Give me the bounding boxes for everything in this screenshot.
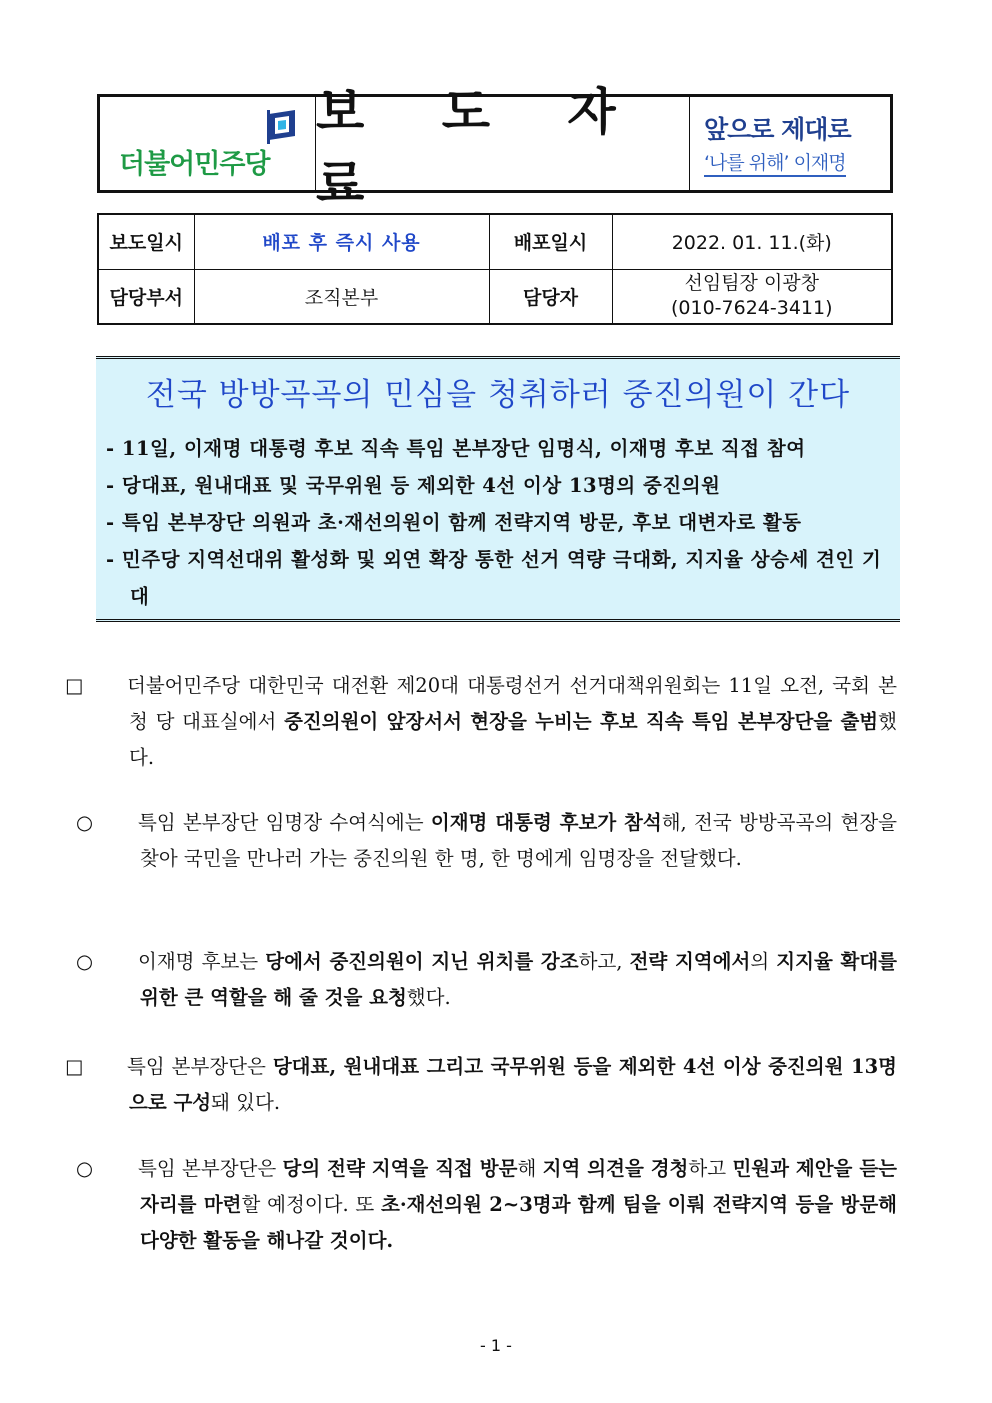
- slogan-sub: ‘나를 위해’ 이재명: [704, 148, 846, 177]
- page-number: - 1 -: [480, 1336, 512, 1355]
- party-flag-icon: [267, 110, 299, 144]
- body-paragraph-5: [76, 1151, 897, 1259]
- paragraph-text: 할 예정이다. 또: [241, 1193, 381, 1216]
- paragraph-emphasis: 당대표, 원내대표 그리고 국무위원 등을 제외한 4선 이상 중진의원 13명으로 구성: [129, 1055, 897, 1114]
- body-paragraph-4: [65, 1049, 897, 1121]
- paragraph-text: 하고: [688, 1157, 733, 1180]
- list-item: - 민주당 지역선대위 활성화 및 외연 확장 통한 선거 역량 극대화, 지지율 상승세 견인 기대: [106, 541, 900, 615]
- department-value: 조직본부: [194, 269, 489, 324]
- party-logo: [99, 96, 316, 191]
- body-paragraph-2: [76, 805, 897, 877]
- press-release-header: [97, 82, 893, 213]
- paragraph-emphasis: 당의 전략 지역을 직접 방문: [282, 1157, 518, 1180]
- paragraph-text: 특임 본부장단은: [127, 1055, 273, 1078]
- paragraph-emphasis: 초·재선의원 2~3명과 함께 팀을 이뤄 전략지역 등을 방문해 다양한 활동을 해나갈 것이다.: [140, 1193, 897, 1252]
- paragraph-emphasis: 이재명 대통령 후보가 참석: [430, 811, 662, 834]
- table-row: [98, 214, 892, 269]
- release-date-label: 보도일시: [98, 214, 194, 269]
- distribution-date-value: 2022. 01. 11.(화): [612, 214, 892, 269]
- contact-phone: (010-7624-3411): [670, 297, 833, 320]
- release-date-value: 배포 후 즉시 사용: [194, 214, 489, 269]
- body-paragraph-3: [76, 944, 898, 1016]
- paragraph-text: 더불어민주당 대한민국 대전환 제20대 대통령선거 선거대책위원회는 11일 오전, 국회 본청 당 대표실에서: [127, 674, 897, 733]
- table-row: [98, 269, 892, 324]
- circle-bullet-icon: ○: [76, 811, 94, 834]
- paragraph-emphasis: 지역 의견을 경청: [542, 1157, 689, 1180]
- paragraph-text: 의: [750, 950, 777, 973]
- square-bullet-icon: □: [65, 674, 84, 697]
- paragraph-text: 이재명 후보는: [138, 950, 266, 973]
- paragraph-text: 해: [517, 1157, 543, 1180]
- paragraph-emphasis: 중진의원이 앞장서서 현장을 누비는 후보 직속 특임 본부장단을 출범: [284, 710, 879, 733]
- paragraph-text: 해, 전국 방방곡곡의 현장을 찾아 국민을 만나러 가는 중진의원 한 명, 한 명에게 임명장을 전달했다.: [140, 811, 897, 870]
- list-item: - 당대표, 원내대표 및 국무위원 등 제외한 4선 이상 13명의 중진의원: [106, 467, 900, 504]
- document-title-cell: [316, 82, 690, 213]
- list-item: - 특임 본부장단 의원과 초·재선의원이 함께 전략지역 방문, 후보 대변자로 활동: [106, 504, 900, 541]
- paragraph-emphasis: 지지율 확대를 위한 큰 역할을 해 줄 것을 요청: [140, 950, 898, 1009]
- paragraph-emphasis: 전략 지역에서: [629, 950, 751, 973]
- circle-bullet-icon: ○: [76, 1157, 94, 1180]
- party-name: 더불어민주당: [119, 149, 270, 180]
- square-bullet-icon: □: [65, 1055, 84, 1078]
- contact-name: 선임팀장 이광창: [684, 272, 820, 295]
- circle-bullet-icon: ○: [76, 950, 94, 973]
- headline-box: [96, 356, 900, 622]
- contact-value: [612, 269, 892, 324]
- paragraph-text: 했다.: [129, 710, 897, 769]
- paragraph-text: 특임 본부장단은: [138, 1157, 283, 1180]
- distribution-date-label: 배포일시: [489, 214, 612, 269]
- release-info-table: [97, 213, 893, 325]
- paragraph-emphasis: 민원과 제안을 듣는 자리를 마련: [140, 1157, 897, 1216]
- headline: 전국 방방곡곡의 민심을 청취하러 중진의원이 간다: [145, 377, 851, 413]
- paragraph-text: 돼 있다.: [211, 1091, 281, 1114]
- contact-label: 담당자: [489, 269, 612, 324]
- list-item: - 11일, 이재명 대통령 후보 직속 특임 본부장단 임명식, 이재명 후보 직접 참여: [106, 430, 900, 467]
- department-label: 담당부서: [98, 269, 194, 324]
- campaign-slogan: [690, 96, 891, 191]
- subpoint-list: [106, 430, 900, 615]
- slogan-main: 앞으로 제대로: [704, 115, 851, 144]
- paragraph-text: 하고,: [578, 950, 630, 973]
- paragraph-text: 특임 본부장단 임명장 수여식에는: [138, 811, 431, 834]
- body-paragraph-1: [65, 668, 897, 776]
- document-title: 보 도 자 료: [316, 82, 646, 213]
- paragraph-emphasis: 당에서 중진의원이 지닌 위치를 강조: [265, 950, 579, 973]
- paragraph-text: 했다.: [406, 986, 451, 1009]
